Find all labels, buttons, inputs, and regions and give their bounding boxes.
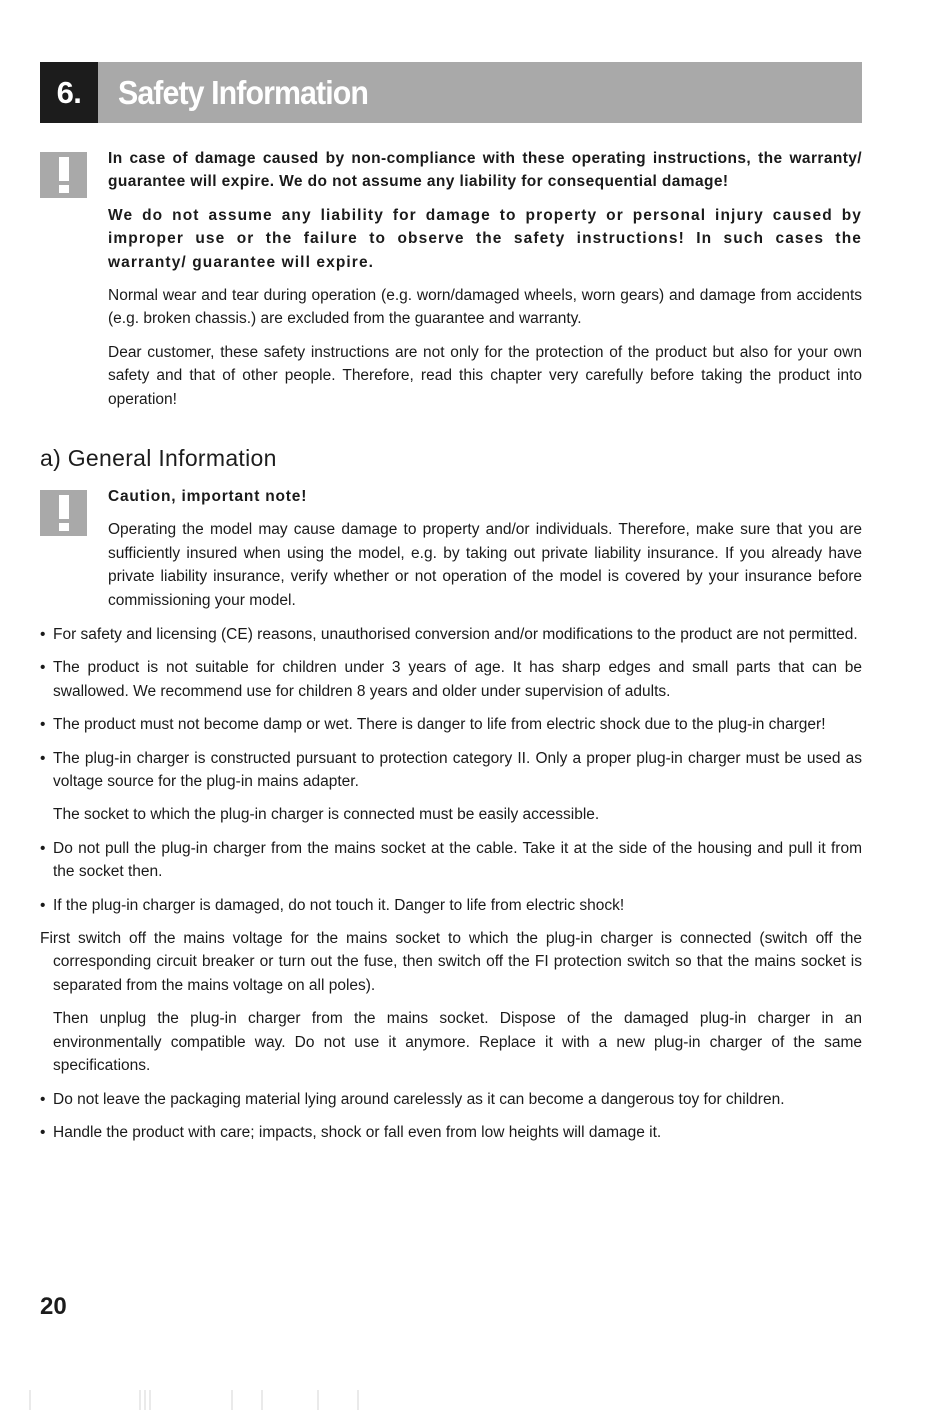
list-item-continuation: The socket to which the plug-in charger is connected must be easily accessible. <box>53 806 600 824</box>
list-item-text: If the plug-in charger is damaged, do not touch it. Danger to life from electric shock! <box>53 896 625 914</box>
page-number: 20 <box>40 1293 67 1320</box>
caution-block <box>108 485 862 622</box>
general-information-heading: a) General Information <box>40 445 277 471</box>
section-header <box>40 62 862 123</box>
list-item <box>40 656 862 703</box>
list-item <box>40 623 862 646</box>
bullet: • <box>40 896 46 914</box>
bullet: • <box>40 1090 46 1108</box>
list-item <box>40 894 862 917</box>
wear-and-tear-note: Normal wear and tear during operation (e.g. worn/damaged wheels, worn gears) and damage from accidents (e.g. broken chassis.) are excluded from the guarantee and warranty. <box>108 287 862 328</box>
list-item-text: The plug-in charger is constructed pursuant to protection category II. Only a proper plug-in charger must be used as voltage source for the plug-in mains adapter. <box>53 749 862 791</box>
warranty-warning: In case of damage caused by non-compliance with these operating instructions, the warranty/ guarantee will expire. We do not assume any liability for consequential damage! <box>108 150 862 191</box>
bullet: • <box>40 626 46 643</box>
list-item <box>40 747 862 794</box>
bullet: • <box>40 659 46 677</box>
intro-text <box>108 147 862 421</box>
safety-list <box>40 623 862 1154</box>
section-number: 6. <box>40 62 98 123</box>
list-item <box>40 1088 862 1111</box>
bullet: • <box>40 749 46 767</box>
list-item-text: Do not leave the packaging material lying around carelessly as it can become a dangerous toy for children. <box>53 1090 785 1108</box>
liability-warning: We do not assume any liability for damage to property or personal injury caused by improper use or the failure to observe the safety instructions! In such cases the warranty/ guarantee will expire. <box>108 206 862 271</box>
list-item-text: Handle the product with care; impacts, shock or fall even from low heights will damage it. <box>53 1123 662 1141</box>
list-item-text: The product is not suitable for children under 3 years of age. It has sharp edges and small parts that can be swallowed. We recommend use for children 8 years and older under supervision of adults. <box>53 659 862 700</box>
bullet: • <box>40 839 46 857</box>
switch-off-paragraph: First switch off the mains voltage for the mains socket to which the plug-in charger is connected (switch off the corresponding circuit breaker or turn out the fuse, then switch off the FI protection switch so that the mains socket is separated from the mains voltage on all poles). <box>40 930 862 994</box>
list-item-text: Do not pull the plug-in charger from the mains socket at the cable. Take it at the side of the housing and pull it from the socket then. <box>53 839 862 881</box>
exclamation-warning-icon <box>40 152 87 198</box>
exclamation-warning-icon <box>40 490 87 536</box>
caution-title: Caution, important note! <box>108 488 308 505</box>
list-item-text: The product must not become damp or wet. There is danger to life from electric shock due to the plug-in charger! <box>53 716 826 734</box>
bullet: • <box>40 716 46 734</box>
bullet: • <box>40 1123 46 1141</box>
scan-artifact-marks <box>0 1388 400 1413</box>
list-item <box>40 1121 862 1144</box>
customer-note: Dear customer, these safety instructions are not only for the protection of the product but also for your own safety and that of other people. Therefore, read this chapter very carefully before taking the product into operation! <box>108 343 862 408</box>
list-item <box>40 713 862 736</box>
caution-text: Operating the model may cause damage to property and/or individuals. Therefore, make sure that you are sufficiently insured when using the model, e.g. by taking out private liability insurance. If you already have private liability insurance, verify whether or not operation of the model is covered by your insurance before commissioning your model. <box>108 521 862 609</box>
list-item <box>40 837 862 884</box>
section-title: Safety Information <box>118 73 368 111</box>
list-item-text: For safety and licensing (CE) reasons, unauthorised conversion and/or modifications to the product are not permitted. <box>53 626 858 643</box>
unplug-paragraph: Then unplug the plug-in charger from the mains socket. Dispose of the damaged plug-in charger in an environmentally compatible way. Do not use it anymore. Replace it with a new plug-in charger of the same specifications. <box>53 1010 862 1075</box>
